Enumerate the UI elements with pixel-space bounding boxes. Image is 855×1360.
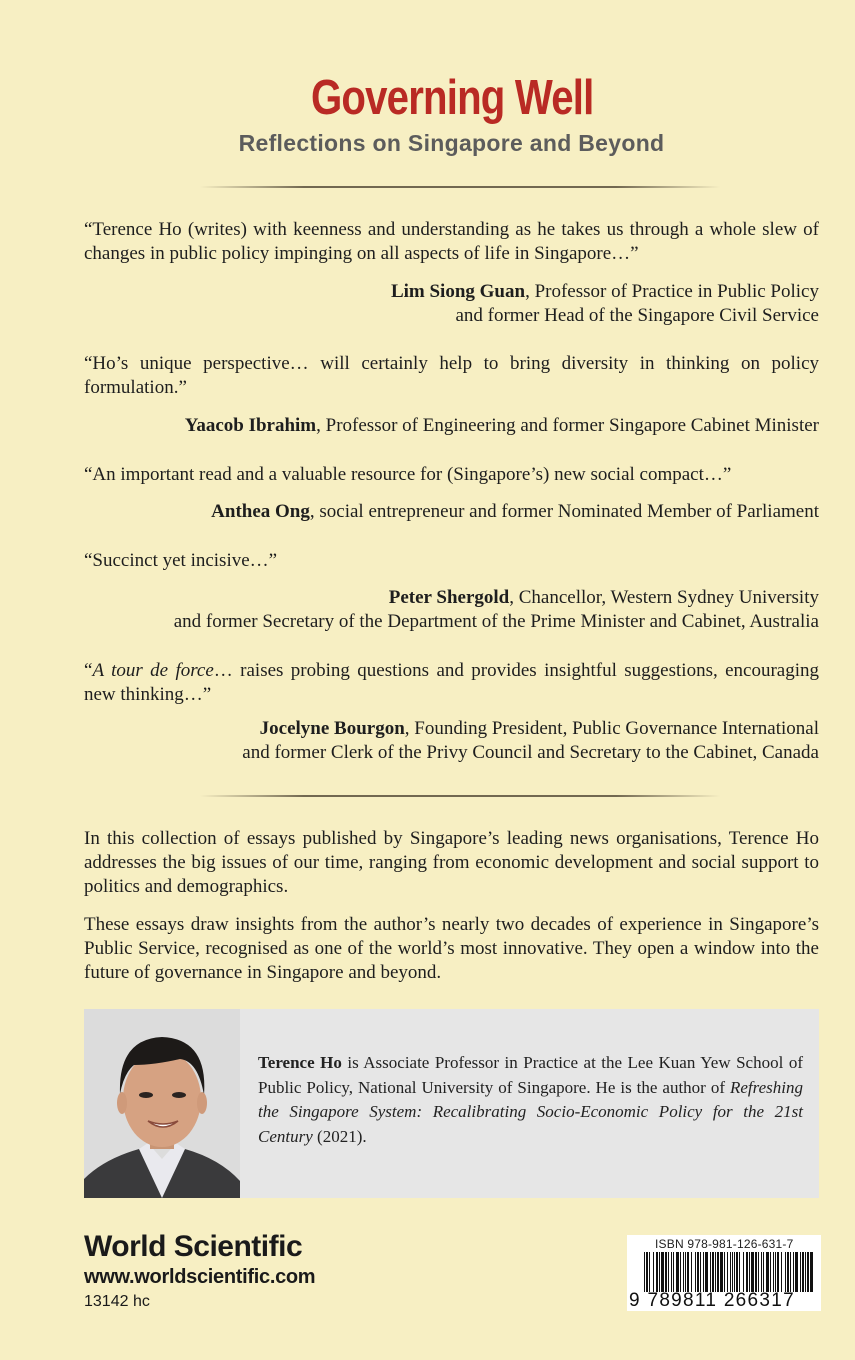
endorsement-attribution [84, 717, 819, 765]
endorser-role: , Chancellor, Western Sydney University [509, 587, 819, 608]
endorsement-quote: “A tour de force… raises probing questions and provides insightful suggestions, encouraging new thinking…” [84, 660, 819, 705]
endorsement-quote: “Succinct yet incisive…” [84, 550, 278, 571]
endorser-role: , Professor of Practice in Public Policy [525, 281, 819, 302]
endorser-role: and former Clerk of the Privy Council and Secretary to the Cabinet, Canada [242, 742, 819, 763]
publisher-name: World Scientific [84, 1230, 303, 1263]
author-bio-text: Terence Ho is Associate Professor in Practice at the Lee Kuan Yew School of Public Policy, National University of Singapore. He is the author of Refreshing the Singapore System: Recalibrating Socio-Economic Policy for the 21st Century (2021). [258, 1053, 803, 1146]
description-paragraph: These essays draw insights from the author’s nearly two decades of experience in Singapore’s Public Service, recognised as one of the world’s most innovative. They open a window into the future of governance in Singapore and beyond. [84, 914, 819, 983]
endorser-role: and former Head of the Singapore Civil Service [455, 305, 819, 326]
quote-italic: A tour de force [92, 660, 214, 681]
endorser-name: Lim Siong Guan [390, 281, 526, 302]
book-subtitle: Reflections on Singapore and Beyond [238, 130, 665, 156]
author-photo [84, 1009, 240, 1198]
barcode-digits: 9 789811 266317 [629, 1290, 796, 1311]
endorser-role: , Founding President, Public Governance International [404, 718, 819, 739]
author-name: Terence Ho [258, 1053, 342, 1072]
publisher-url: www.worldscientific.com [84, 1266, 316, 1288]
endorsement-attribution [84, 414, 819, 438]
isbn-label: ISBN 978-981-126-631-7 [655, 1237, 794, 1251]
endorsement-attribution [84, 500, 819, 524]
author-prior-book: Refreshing the Singapore System: Recalibrating Socio-Economic Policy for the 21st Century [258, 1077, 803, 1146]
middle-divider [200, 795, 720, 797]
endorser-name: Jocelyne Bourgon [259, 718, 405, 739]
endorsement-quote: “An important read and a valuable resource for (Singapore’s) new social compact…” [84, 464, 732, 485]
endorser-role: and former Secretary of the Department of the Prime Minister and Cabinet, Australia [173, 611, 819, 632]
book-title: Governing Well [310, 71, 594, 125]
top-divider [200, 186, 720, 188]
endorser-name: Yaacob Ibrahim [184, 415, 317, 436]
endorsement-attribution [84, 586, 819, 634]
endorsement-attribution [84, 280, 819, 328]
endorser-name: Anthea Ong [211, 501, 310, 522]
endorser-role: , Professor of Engineering and former Singapore Cabinet Minister [316, 415, 819, 436]
endorsement-quote: “Terence Ho (writes) with keenness and understanding as he takes us through a whole slew of changes in public policy impinging on all aspects of life in Singapore…” [84, 219, 819, 264]
endorser-role: , social entrepreneur and former Nominated Member of Parliament [309, 501, 819, 522]
description-paragraph: In this collection of essays published by Singapore’s leading news organisations, Terence Ho addresses the big issues of our time, ranging from economic development and social support to politics and demographics. [84, 828, 819, 897]
publisher-code: 13142 hc [84, 1293, 150, 1310]
endorsement-quote: “Ho’s unique perspective… will certainly help to bring diversity in thinking on policy formulation.” [84, 353, 819, 398]
author-portrait-icon [84, 1009, 240, 1198]
endorser-name: Peter Shergold [388, 587, 510, 608]
